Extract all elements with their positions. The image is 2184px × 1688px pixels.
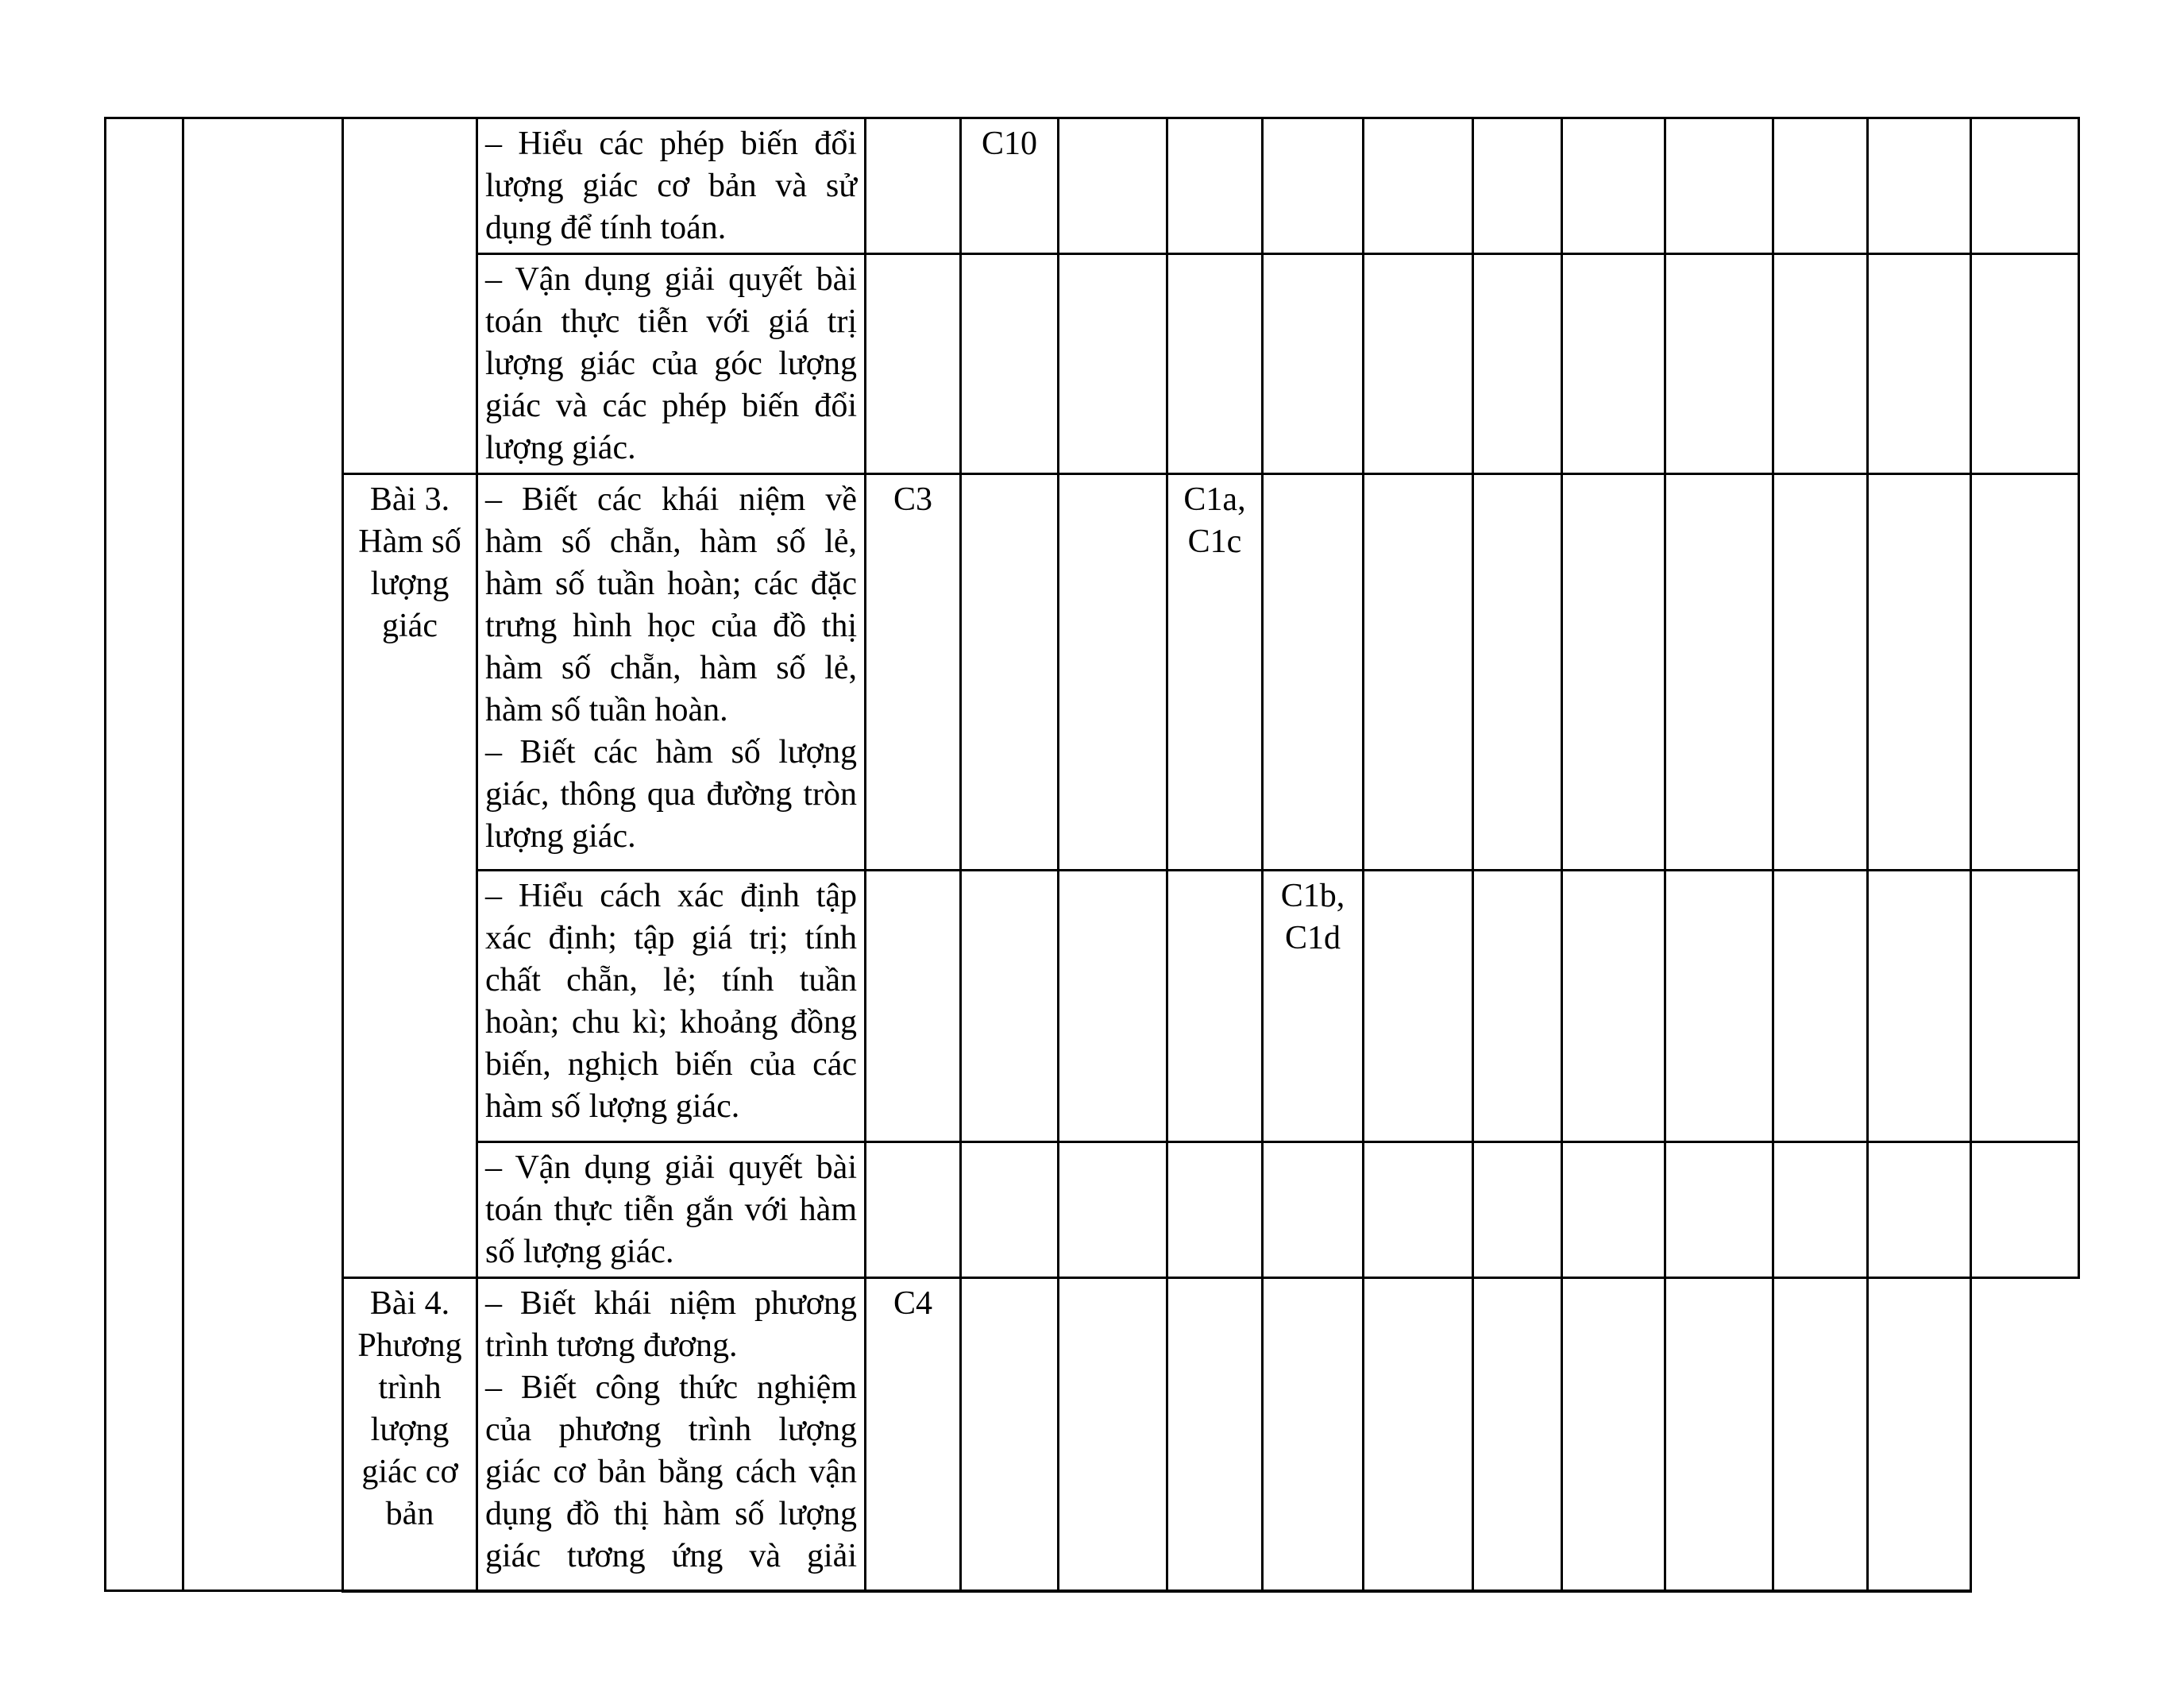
requirement-text: – Hiểu cách xác định tập xác định; tập giá trị; tính chất chẵn, lẻ; tính tuần hoàn; chu kì; khoảng đồng biến, nghịch biến của các hàm số lượng giác. <box>485 878 857 1125</box>
cell-level-empty <box>1473 1142 1562 1278</box>
cell-requirement <box>477 871 866 1142</box>
cell-level-empty <box>1059 118 1167 254</box>
question-code-c10: C10 <box>961 118 1059 254</box>
cell-level-empty <box>1773 1142 1868 1278</box>
cell-level-empty <box>866 1142 961 1278</box>
cell-level-empty <box>961 254 1059 474</box>
cell-requirement <box>477 1142 866 1278</box>
cell-requirement <box>477 118 866 254</box>
cell-level-empty <box>1868 118 1971 254</box>
cell-level-empty <box>1562 474 1665 871</box>
cell-level-empty <box>1971 474 2079 871</box>
cell-level-empty <box>1562 118 1665 254</box>
requirement-text: – Biết các khái niệm về hàm số chẵn, hàm số lẻ, hàm số tuần hoàn; các đặc trưng hình học của đồ thị hàm số chẵn, hàm số lẻ, hàm số tuần hoàn. <box>485 481 857 728</box>
row-know-trig-equations <box>106 1278 2079 1591</box>
cell-level-empty <box>1263 1142 1364 1278</box>
requirement-text: – Biết các hàm số lượng giác, thông qua đường tròn lượng giác. <box>485 734 857 855</box>
row-understand-transformations <box>106 118 2079 254</box>
cell-ordinal-column-empty <box>106 118 183 1591</box>
requirement-text: – Vận dụng giải quyết bài toán thực tiễn với giá trị lượng giác của góc lượng giác và các phép biến đổi lượng giác. <box>485 261 857 466</box>
cell-level-empty <box>1473 254 1562 474</box>
cell-level-empty <box>1562 871 1665 1142</box>
cell-level-empty <box>961 871 1059 1142</box>
cell-level-empty <box>1473 118 1562 254</box>
cell-level-empty <box>1059 1278 1167 1591</box>
cell-level-empty <box>1364 254 1473 474</box>
cell-level-empty <box>1364 118 1473 254</box>
cell-level-empty <box>1473 1278 1562 1591</box>
requirement-text: – Vận dụng giải quyết bài toán thực tiễn gắn với hàm số lượng giác. <box>485 1149 857 1270</box>
cell-level-empty <box>866 871 961 1142</box>
requirement-text-cut-off: – Biết công thức nghiệm của phương trình lượng giác cơ bản bằng cách vận dụng đồ thị hàm số lượng giác tương ứng và giải <box>485 1369 857 1574</box>
cell-level-empty <box>1971 254 2079 474</box>
specification-matrix-table <box>104 117 2080 1593</box>
cell-level-empty <box>1773 1278 1868 1591</box>
cell-level-empty <box>1773 871 1868 1142</box>
cell-level-empty <box>1263 474 1364 871</box>
requirement-text: – Hiểu các phép biến đổi lượng giác cơ bản và sử dụng để tính toán. <box>485 126 857 246</box>
row-know-trig-functions <box>106 474 2079 871</box>
cell-level-empty <box>1059 1142 1167 1278</box>
cell-level-empty <box>866 254 961 474</box>
cell-level-empty <box>1364 1142 1473 1278</box>
cell-level-empty <box>1263 254 1364 474</box>
cell-level-empty <box>1263 118 1364 254</box>
cell-level-empty <box>1263 1278 1364 1591</box>
requirement-text: – Biết khái niệm phương trình tương đương. <box>485 1285 857 1364</box>
cell-level-empty <box>1773 254 1868 474</box>
cell-level-empty <box>866 118 961 254</box>
lesson-label-bai-3: Bài 3. Hàm số lượng giác <box>343 474 477 1278</box>
cell-level-empty <box>1773 118 1868 254</box>
cell-level-empty <box>961 474 1059 871</box>
cell-lesson-empty <box>343 118 477 474</box>
question-code-c1b-c1d: C1b, C1d <box>1263 871 1364 1142</box>
cell-level-empty <box>1059 254 1167 474</box>
cell-level-empty <box>1665 254 1773 474</box>
question-code-c3: C3 <box>866 474 961 871</box>
cell-level-empty <box>1167 871 1263 1142</box>
cell-level-empty <box>1971 118 2079 254</box>
cell-level-empty <box>1868 474 1971 871</box>
cell-level-empty <box>1364 871 1473 1142</box>
cell-level-empty <box>1167 118 1263 254</box>
cell-level-empty <box>1473 474 1562 871</box>
cell-level-empty <box>1364 474 1473 871</box>
cell-topic-column-empty <box>183 118 343 1591</box>
cell-level-empty <box>1059 871 1167 1142</box>
cell-level-empty <box>1473 871 1562 1142</box>
cell-requirement <box>477 1278 866 1591</box>
cell-level-empty <box>1868 871 1971 1142</box>
cell-level-empty <box>1167 1278 1263 1591</box>
lesson-label-bai-4: Bài 4. Phương trình lượng giác cơ bản <box>343 1278 477 1591</box>
cell-level-empty <box>1562 254 1665 474</box>
cell-level-empty <box>1665 118 1773 254</box>
cell-level-empty <box>1059 474 1167 871</box>
cell-level-empty <box>1971 871 2079 1142</box>
cell-level-empty <box>1665 1278 1773 1591</box>
cell-requirement <box>477 254 866 474</box>
cell-level-empty <box>1665 871 1773 1142</box>
cell-level-empty <box>1971 1142 2079 1278</box>
cell-level-empty <box>1868 1142 1971 1278</box>
cell-level-empty <box>1868 254 1971 474</box>
cell-level-empty <box>961 1142 1059 1278</box>
cell-level-empty <box>1665 1142 1773 1278</box>
cell-level-empty <box>1562 1142 1665 1278</box>
cell-level-empty <box>1167 254 1263 474</box>
cell-level-empty <box>1773 474 1868 871</box>
cell-level-empty <box>1868 1278 1971 1591</box>
cell-level-empty <box>1364 1278 1473 1591</box>
question-code-c4: C4 <box>866 1278 961 1591</box>
cell-level-empty <box>961 1278 1059 1591</box>
cell-level-empty <box>1665 474 1773 871</box>
cell-level-empty <box>1562 1278 1665 1591</box>
question-code-c1a-c1c: C1a, C1c <box>1167 474 1263 871</box>
cell-requirement <box>477 474 866 871</box>
cell-level-empty <box>1167 1142 1263 1278</box>
